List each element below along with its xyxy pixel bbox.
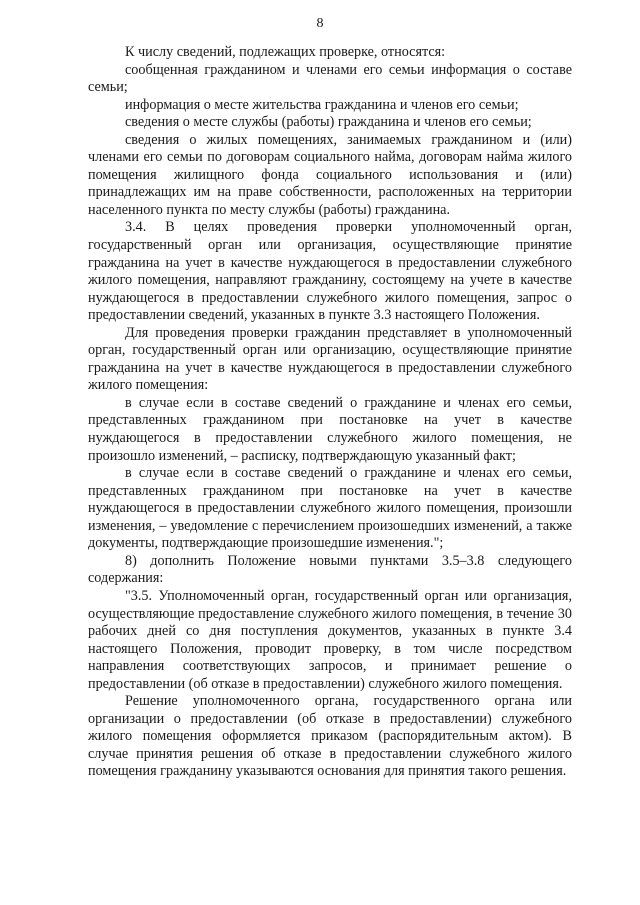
paragraph: в случае если в составе сведений о гражданине и членах его семьи, представленных гражданином при постановке на учет в качестве нуждающегося в предоставлении служебного жилого помещения, не произошло изменений, – расписку, подтверждающую указанный факт;	[88, 394, 572, 464]
paragraph: сведения о месте службы (работы) гражданина и членов его семьи;	[125, 114, 532, 131]
paragraph: К числу сведений, подлежащих проверке, относятся:	[125, 44, 446, 60]
paragraph: сообщенная гражданином и членами его семьи информация о составе семьи;	[88, 61, 572, 96]
paragraph: "3.5. Уполномоченный орган, государственный орган или организация, осуществляющие предоставление служебного жилого помещения, в течение 30 рабочих дней со дня поступления документов, указанных в пункте 3.4 настоящего Положения, проводит проверку, в том числе посредством направления соответствующих запросов, и принимает решение о предоставлении (об отказе в предоставлении) служебного жилого помещения.	[88, 587, 572, 692]
paragraph: Для проведения проверки гражданин представляет в уполномоченный орган, государственный орган или организацию, осуществляющие принятие гражданина на учет в качестве нуждающегося в предоставлении служебного жилого помещения:	[88, 324, 572, 394]
paragraph: сведения о жилых помещениях, занимаемых гражданином и (или) членами его семьи по договорам социального найма, договорам найма жилого помещения жилищного фонда социального использования и (или) принадлежащих им на праве собственности, расположенных на территории населенного пункта по месту службы (работы) гражданина.	[88, 131, 572, 218]
page-number: 8	[316, 16, 324, 31]
paragraph: информация о месте жительства гражданина и членов его семьи;	[125, 96, 519, 113]
paragraph: 8) дополнить Положение новыми пунктами 3.5–3.8 следующего содержания:	[88, 552, 572, 587]
paragraph: в случае если в составе сведений о гражданине и членах его семьи, представленных гражданином при постановке на учет в качестве нуждающегося в предоставлении служебного жилого помещения, произошли изменения, – уведомление с перечислением произошедших изменений, а также документы, подтверждающие произошедшие изменения.";	[88, 465, 572, 552]
paragraph: 3.4. В целях проведения проверки уполномоченный орган, государственный орган или организация, осуществляющие принятие гражданина на учет в качестве нуждающегося в предоставлении служебного жилого помещения, направляют гражданину, состоящему на учете в качестве нуждающегося в предоставлении служебного жилого помещения, запрос о предоставлении сведений, указанных в пункте 3.3 настоящего Положения.	[88, 219, 572, 324]
paragraph: Решение уполномоченного органа, государственного органа или организации о предоставлении (об отказе в предоставлении) служебного жилого помещения оформляется приказом (распорядительным актом). В случае принятия решения об отказе в предоставлении служебного жилого помещения гражданину указываются основания для принятия такого решения.	[88, 693, 572, 780]
document-body	[88, 44, 572, 781]
